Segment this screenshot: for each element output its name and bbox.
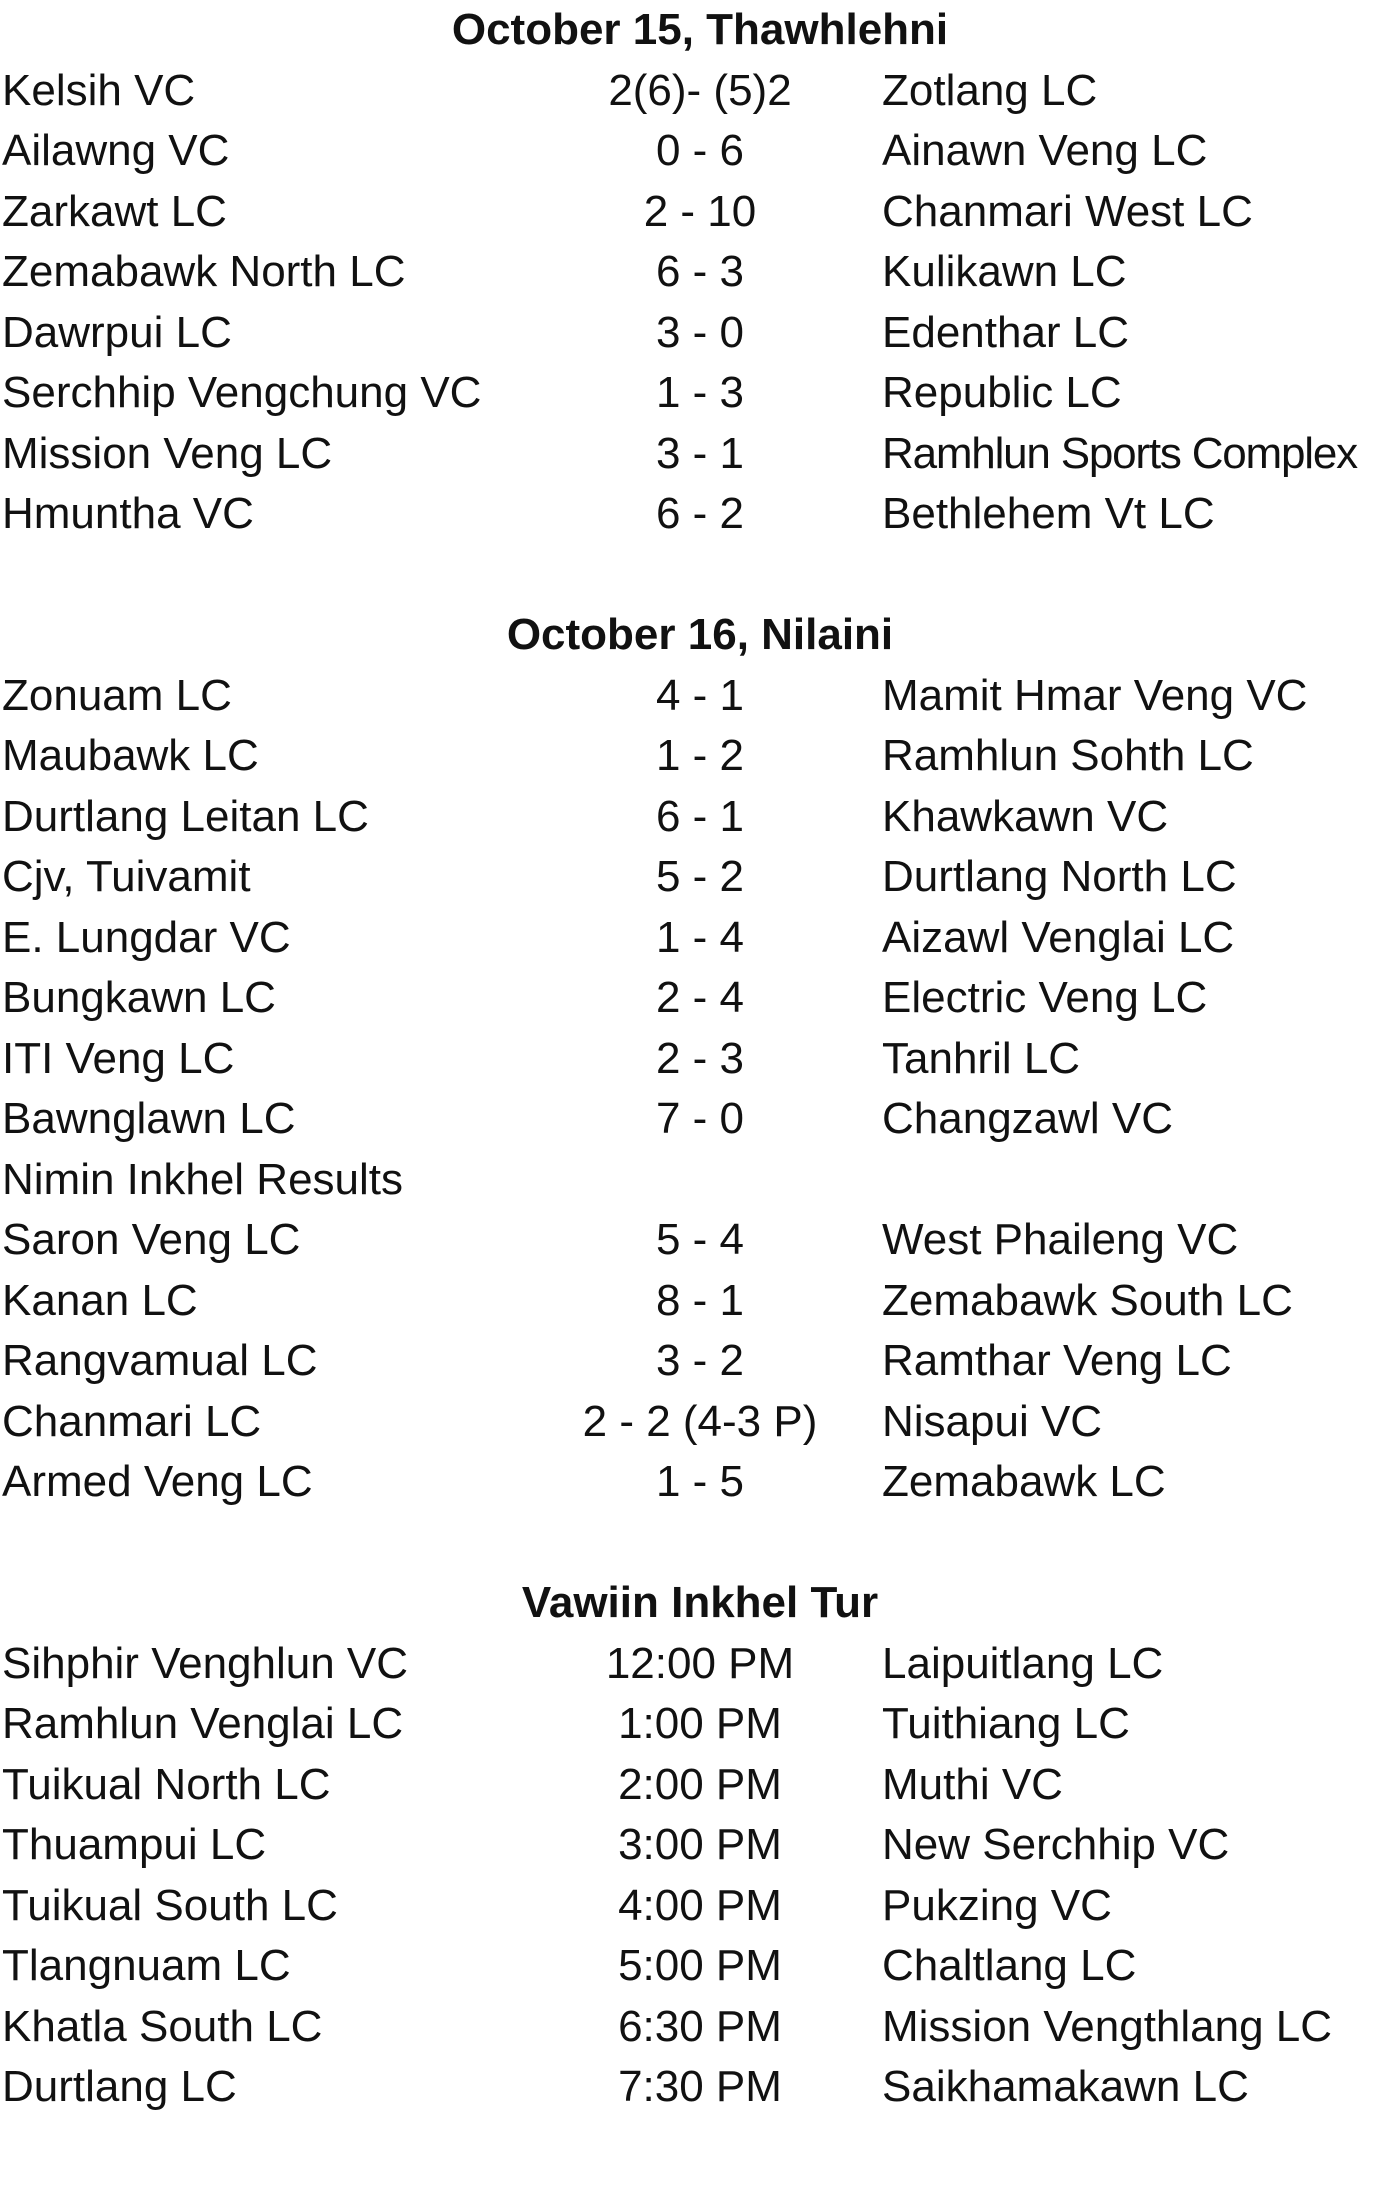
match-score: 1 - 5 bbox=[655, 1457, 745, 1506]
match-row bbox=[0, 968, 1400, 1029]
away-team: Aizawl Venglai LC bbox=[882, 912, 1235, 962]
kickoff-time: 1:00 PM bbox=[618, 1699, 782, 1748]
home-team: Maubawk LC bbox=[2, 731, 259, 780]
match-score: 2 - 2 (4-3 P) bbox=[582, 1396, 818, 1446]
fixture-row bbox=[0, 1997, 1400, 2058]
match-score: 2 - 3 bbox=[655, 1033, 745, 1083]
away-team: Ramthar Veng LC bbox=[882, 1336, 1232, 1385]
home-team: E. Lungdar VC bbox=[2, 912, 291, 962]
match-row bbox=[0, 121, 1400, 182]
home-team: Ramhlun Venglai LC bbox=[2, 1699, 404, 1748]
match-score: 3 - 2 bbox=[655, 1336, 745, 1385]
match-row bbox=[0, 424, 1400, 485]
match-row bbox=[0, 1210, 1400, 1271]
match-row bbox=[0, 242, 1400, 303]
home-team: Sihphir Venghlun VC bbox=[2, 1638, 409, 1688]
away-team: Ainawn Veng LC bbox=[882, 126, 1208, 175]
away-team: Mamit Hmar Veng VC bbox=[882, 670, 1308, 720]
match-row bbox=[0, 666, 1400, 727]
fixture-row bbox=[0, 1634, 1400, 1695]
results-list-october-15 bbox=[0, 61, 1400, 545]
match-row bbox=[0, 908, 1400, 969]
home-team: Durtlang Leitan LC bbox=[2, 791, 369, 841]
home-team: Zemabawk North LC bbox=[2, 247, 406, 296]
match-score: 6 - 3 bbox=[655, 247, 745, 296]
away-team: Saikhamakawn LC bbox=[882, 2062, 1249, 2111]
match-row bbox=[0, 303, 1400, 364]
match-score: 5 - 4 bbox=[655, 1215, 745, 1264]
away-team: Laipuitlang LC bbox=[882, 1638, 1164, 1688]
kickoff-time: 7:30 PM bbox=[618, 2062, 782, 2111]
away-team: Zotlang LC bbox=[882, 65, 1098, 115]
match-score: 0 - 6 bbox=[655, 126, 745, 175]
home-team: Tlangnuam LC bbox=[2, 1941, 291, 1990]
kickoff-time: 3:00 PM bbox=[618, 1820, 782, 1869]
match-score: 6 - 2 bbox=[655, 489, 745, 538]
away-team: Ramhlun Sports Complex bbox=[882, 428, 1357, 478]
away-team: Tanhril LC bbox=[882, 1033, 1081, 1083]
match-row bbox=[0, 1452, 1400, 1513]
match-score: 1 - 3 bbox=[655, 368, 745, 417]
kickoff-time: 12:00 PM bbox=[605, 1638, 795, 1688]
home-team: Cjv, Tuivamit bbox=[2, 852, 251, 901]
kickoff-time: 5:00 PM bbox=[618, 1941, 782, 1990]
away-team: Ramhlun Sohth LC bbox=[882, 731, 1254, 780]
match-row bbox=[0, 363, 1400, 424]
results-list-october-16 bbox=[0, 666, 1400, 1513]
away-team: Pukzing VC bbox=[882, 1880, 1112, 1930]
match-row bbox=[0, 1029, 1400, 1090]
match-score: 2 - 10 bbox=[643, 186, 757, 236]
match-score: 1 - 2 bbox=[655, 731, 745, 780]
away-team: Muthi VC bbox=[882, 1759, 1063, 1809]
away-team: Mission Vengthlang LC bbox=[882, 2001, 1333, 2051]
fixture-row bbox=[0, 1694, 1400, 1755]
away-team: Chanmari West LC bbox=[882, 186, 1253, 236]
section-title-october-16: October 16, Nilaini bbox=[506, 610, 894, 659]
home-team: Hmuntha VC bbox=[2, 489, 254, 538]
away-team: Tuithiang LC bbox=[882, 1699, 1130, 1748]
fixtures-list-today bbox=[0, 1634, 1400, 2118]
away-team: West Phaileng VC bbox=[882, 1215, 1239, 1264]
away-team: Durtlang North LC bbox=[882, 852, 1237, 901]
fixture-row bbox=[0, 1755, 1400, 1816]
away-team: New Serchhip VC bbox=[882, 1820, 1230, 1869]
home-team: Armed Veng LC bbox=[2, 1457, 313, 1506]
away-team: Zemabawk LC bbox=[882, 1457, 1166, 1506]
section-title-october-15: October 15, Thawhlehni bbox=[451, 5, 949, 54]
match-score: 1 - 4 bbox=[655, 912, 745, 962]
away-team: Chaltlang LC bbox=[882, 1941, 1137, 1990]
match-score: 6 - 1 bbox=[655, 791, 745, 841]
home-team: Mission Veng LC bbox=[2, 428, 333, 478]
section-title-vawiin-inkhel-tur: Vawiin Inkhel Tur bbox=[521, 1578, 879, 1627]
match-score: 4 - 1 bbox=[655, 670, 745, 720]
home-team: Bungkawn LC bbox=[2, 973, 276, 1022]
match-score: 3 - 1 bbox=[655, 428, 745, 478]
match-row bbox=[0, 1331, 1400, 1392]
home-team: Thuampui LC bbox=[2, 1820, 267, 1869]
results-subheading: Nimin Inkhel Results bbox=[2, 1154, 404, 1204]
match-row bbox=[0, 182, 1400, 243]
away-team: Khawkawn VC bbox=[882, 791, 1169, 841]
fixture-row bbox=[0, 1876, 1400, 1937]
kickoff-time: 4:00 PM bbox=[618, 1880, 782, 1930]
home-team: Zarkawt LC bbox=[2, 186, 227, 236]
home-team: ITI Veng LC bbox=[2, 1033, 235, 1083]
home-team: Ailawng VC bbox=[2, 126, 230, 175]
home-team: Bawnglawn LC bbox=[2, 1094, 296, 1143]
fixture-row bbox=[0, 1936, 1400, 1997]
fixture-row bbox=[0, 1815, 1400, 1876]
match-score: 8 - 1 bbox=[655, 1275, 745, 1325]
match-row bbox=[0, 726, 1400, 787]
match-score: 2(6)- (5)2 bbox=[608, 65, 792, 115]
match-score: 2 - 4 bbox=[655, 973, 745, 1022]
match-row bbox=[0, 61, 1400, 122]
match-row bbox=[0, 1089, 1400, 1150]
fixture-row bbox=[0, 2057, 1400, 2118]
home-team: Durtlang LC bbox=[2, 2062, 237, 2111]
away-team: Electric Veng LC bbox=[882, 973, 1208, 1022]
home-team: Saron Veng LC bbox=[2, 1215, 301, 1264]
section-spacer bbox=[0, 1513, 1400, 1574]
home-team: Khatla South LC bbox=[2, 2001, 323, 2051]
away-team: Bethlehem Vt LC bbox=[882, 489, 1215, 538]
away-team: Republic LC bbox=[882, 368, 1122, 417]
away-team: Changzawl VC bbox=[882, 1094, 1174, 1143]
home-team: Dawrpui LC bbox=[2, 307, 232, 357]
match-score: 3 - 0 bbox=[655, 307, 745, 357]
match-row bbox=[0, 847, 1400, 908]
home-team: Kanan LC bbox=[2, 1275, 198, 1325]
match-row bbox=[0, 1271, 1400, 1332]
home-team: Serchhip Vengchung VC bbox=[2, 368, 482, 417]
section-spacer bbox=[0, 545, 1400, 606]
away-team: Zemabawk South LC bbox=[882, 1275, 1293, 1325]
home-team: Kelsih VC bbox=[2, 65, 196, 115]
kickoff-time: 2:00 PM bbox=[618, 1759, 782, 1809]
home-team: Rangvamual LC bbox=[2, 1336, 318, 1385]
away-team: Edenthar LC bbox=[882, 307, 1130, 357]
home-team: Zonuam LC bbox=[2, 670, 232, 720]
home-team: Chanmari LC bbox=[2, 1396, 262, 1446]
match-row bbox=[0, 1392, 1400, 1453]
match-row bbox=[0, 484, 1400, 545]
home-team: Tuikual South LC bbox=[2, 1880, 338, 1930]
away-team: Kulikawn LC bbox=[882, 247, 1127, 296]
match-row bbox=[0, 787, 1400, 848]
away-team: Nisapui VC bbox=[882, 1396, 1103, 1446]
results-subheading-row bbox=[0, 1150, 1400, 1211]
home-team: Tuikual North LC bbox=[2, 1759, 331, 1809]
match-score: 7 - 0 bbox=[655, 1094, 745, 1143]
match-score: 5 - 2 bbox=[655, 852, 745, 901]
kickoff-time: 6:30 PM bbox=[618, 2001, 782, 2051]
